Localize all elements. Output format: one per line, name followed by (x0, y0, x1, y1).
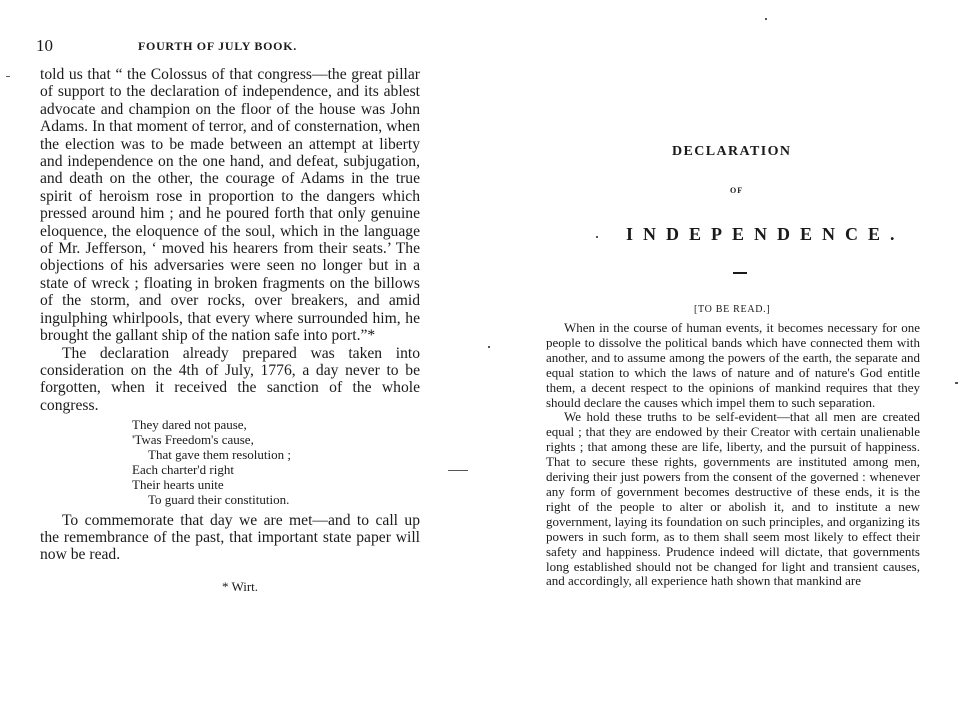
poem-line: They dared not pause, (132, 417, 247, 433)
paragraph: To commemorate that day we are met—and to call up the remembrance of the past, that important state paper will now be read. (40, 511, 420, 564)
poem-line: To guard their constitution. (148, 491, 290, 507)
scan-speck (765, 18, 767, 20)
scan-speck (955, 382, 958, 384)
paragraph: We hold these truths to be self-evident—that all men are created equal ; that they are endowed by their Creator with certain unalienable rights ; that among these are life, liberty, and the pursuit of happiness. That to secure these rights, governments are instituted among men, deriving their just powers from the consent of the governed : whenever any form of government becomes destructive of these ends, it is the right of the people to alter or abolish it, and to institute a new government, laying its foundation on such principles, and organizing its powers in such form, as to them shall seem most likely to effect their safety and happiness. Prudence indeed will dictate, that governments long established should not be changed for light and transient causes, and accordingly, all experience hath shown that mankind are (546, 409, 920, 589)
footnote: * Wirt. (221, 578, 259, 594)
reading-instruction: [TO BE READ.] (694, 304, 771, 315)
poem-line: Their hearts unite (132, 476, 224, 492)
scan-speck (488, 346, 490, 348)
scan-speck (448, 470, 468, 471)
paragraph: When in the course of human events, it becomes necessary for one people to dissolve the political bands which have connected them with another, and to assume among the powers of the earth, the separate and equal station to which the laws of nature and of nature's God entitle them, a decent respect to the opinions of mankind requires that they should declare the causes which impel them to such separation. (546, 320, 920, 410)
right-page (490, 0, 980, 724)
poem (132, 418, 420, 507)
page-number: 10 (36, 36, 53, 55)
title-rule (733, 272, 747, 274)
independence-title: INDEPENDENCE. (626, 224, 905, 244)
poem-line: 'Twas Freedom's cause, (132, 432, 254, 448)
poem-line: That gave them resolution ; (148, 446, 291, 462)
right-body-text (546, 321, 920, 589)
declaration-title: DECLARATION (672, 144, 792, 159)
running-head: FOURTH OF JULY BOOK. (138, 39, 297, 53)
scan-speck (6, 76, 10, 77)
title-of: OF (730, 186, 744, 195)
poem-line: Each charter'd right (132, 461, 234, 477)
scan-speck (596, 236, 598, 238)
left-body-text (40, 66, 420, 595)
left-page (0, 0, 480, 724)
page-header (36, 36, 336, 56)
paragraph: The declaration already prepared was taken into consideration on the 4th of July, 1776, a day never to be forgotten, when it received the sanction of the whole congress. (40, 344, 420, 414)
paragraph: told us that “ the Colossus of that congress—the great pillar of support to the declaration of independence, and its ablest advocate and champion on the floor of the house was John Adams. In that moment of terror, and of consternation, when the election was to be made between an attempt at liberty and independence on the one hand, and defeat, subjugation, and death on the other, the courage of Adams in the true spirit of heroism rose in proportion to the dangers which pressed around him ; and he poured forth that only genuine eloquence, the eloquence of the soul, which in the language of Mr. Jefferson, ‘ moved his hearers from their seats.’ The objections of his adversaries were seen no longer but in a state of wreck ; floating in broken fragments on the billows of the storm, and over rocks, over breakers, and amid ingulphing whirlpools, that every where surrounded him, he brought the gallant ship of the nation safe into port.”* (40, 66, 420, 345)
